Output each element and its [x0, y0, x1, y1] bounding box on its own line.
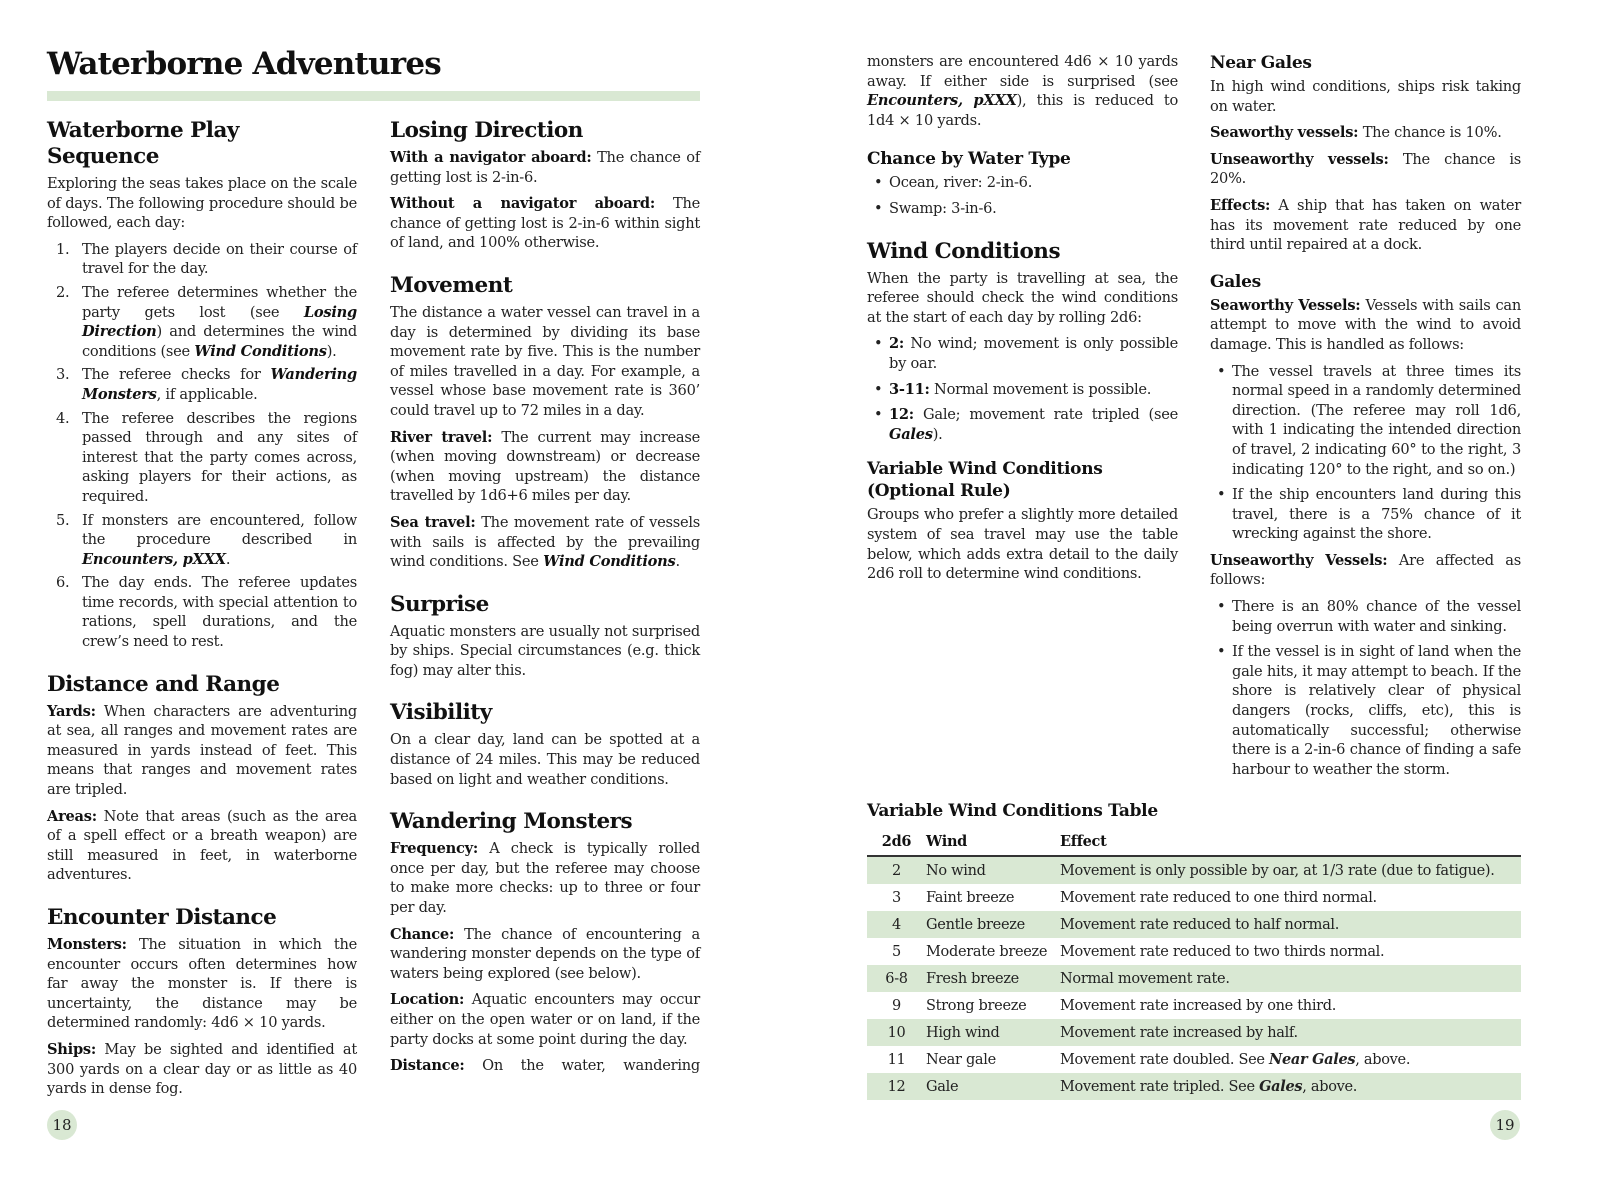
column-1 [47, 118, 357, 1106]
frequency-paragraph [390, 839, 700, 917]
step-text: The players decide on their course of travel for the day. [82, 240, 357, 278]
ref-wind-conditions[interactable]: Wind Conditions [194, 342, 327, 360]
step-text: The referee determines whether the party gets lost (see [82, 283, 357, 321]
bullet-icon: • [874, 380, 883, 398]
near-seaworthy-label: Seaworthy vessels: [1210, 124, 1359, 142]
step-number: 2. [56, 283, 70, 301]
without-navigator-paragraph [390, 194, 700, 253]
gales-unseaworthy-item [1210, 597, 1521, 636]
heading-chance-by-water: Chance by Water Type [867, 149, 1071, 170]
step-text: If monsters are encountered, follow the procedure described in [82, 511, 357, 549]
step-number: 3. [56, 366, 70, 384]
wind-roll-label: 12: [889, 406, 914, 424]
heading-gales: Gales [1210, 271, 1261, 292]
bullet-icon: • [1217, 598, 1226, 616]
heading-line: Variable Wind Conditions [867, 459, 1103, 480]
cell-effect [1060, 884, 1521, 911]
gales-item-text: If the vessel is in sight of land when the gale hits, it may attempt to beach. If the shore is relatively clear of physical dangers (rocks, cliffs, etc), this is automatically successful; otherwise there is a 2-in-6 chance of finding a safe harbour to weather the storm. [1232, 643, 1521, 778]
gales-item-text: There is an 80% chance of the vessel being overrun with water and sinking. [1232, 598, 1521, 635]
effect-text: , above. [1355, 1052, 1411, 1068]
wind-table-section [867, 800, 1521, 1100]
near-seaworthy-text: The chance is 10%. [1358, 124, 1502, 142]
cell-effect [1060, 1019, 1521, 1046]
wind-roll-text: Normal movement is possible. [929, 380, 1152, 398]
location-paragraph [390, 990, 700, 1049]
chance-paragraph [390, 925, 700, 984]
section-wandering-monsters [390, 809, 700, 1076]
distance-continued-paragraph [867, 52, 1178, 130]
section-losing-direction [390, 118, 700, 253]
title-underline-bar [47, 91, 700, 101]
step-text: The referee checks for [82, 366, 271, 384]
gales-seaworthy-text: Vessels with sails can attempt to move with the wind to avoid damage. This is handled as follows: [1210, 296, 1522, 353]
section-variable-wind [867, 458, 1178, 583]
cell-wind: Gale [926, 1073, 1060, 1100]
effects-text: A ship that has taken on water has its movement rate reduced by one third until repaired at a dock. [1210, 196, 1521, 254]
wind-table-row [867, 911, 1521, 938]
cell-roll: 5 [892, 943, 901, 960]
effect-reference-link[interactable]: Gales [1259, 1078, 1303, 1095]
chance-text: The chance of encountering a wandering monster depends on the type of waters being explored (see below). [390, 925, 700, 982]
step-text: ). [326, 342, 337, 360]
step-text: The referee describes the regions passed through and any sites of interest that the party comes across, asking players for their actions, as required. [82, 409, 357, 505]
areas-text: Note that areas (such as the area of a spell effect or a breath weapon) are still measured in feet, in waterborne adventures. [47, 807, 357, 884]
wind-table-body [867, 856, 1521, 1100]
section-play-sequence [47, 118, 357, 652]
gales-unseaworthy-text: Are affected as follows: [1210, 551, 1521, 589]
cell-wind: Gentle breeze [926, 911, 1060, 938]
gales-item-text: If the ship encounters land during this travel, there is a 75% chance of it wrecking against the shore. [1232, 486, 1521, 543]
ships-text: May be sighted and identified at 300 yards on a clear day or as little as 40 yards in dense fog. [47, 1040, 357, 1098]
without-navigator-label: Without a navigator aboard: [390, 195, 655, 213]
gales-seaworthy-list [1210, 362, 1521, 544]
gales-seaworthy-paragraph [1210, 296, 1521, 355]
near-gales-intro: In high wind conditions, ships risk taking on water. [1210, 78, 1521, 115]
wind-table-row [867, 992, 1521, 1019]
yards-paragraph [47, 702, 357, 800]
cell-roll: 10 [867, 1019, 926, 1046]
areas-label: Areas: [47, 807, 97, 825]
section-visibility [390, 700, 700, 789]
effect-text: Movement rate tripled. See [1060, 1079, 1260, 1095]
heading-wandering-monsters: Wandering Monsters [390, 809, 633, 835]
step-item [47, 511, 357, 570]
bullet-icon: • [874, 174, 883, 192]
step-item [47, 409, 357, 507]
gales-seaworthy-item [1210, 485, 1521, 544]
bullet-icon: • [1217, 486, 1226, 504]
yards-label: Yards: [47, 702, 96, 720]
sea-travel-text: . [675, 553, 680, 571]
cell-effect [1060, 1073, 1521, 1100]
wind-roll-list [867, 334, 1178, 444]
play-sequence-intro: Exploring the seas takes place on the scale of days. The following procedure should be followed, each day: [47, 175, 357, 232]
movement-intro: The distance a water vessel can travel in a day is determined by dividing its base movement rate by five. This is the number of miles travelled in a day. For example, a vessel whose base movement rate is 360’ could travel up to 72 miles in a day. [390, 303, 700, 419]
step-number: 1. [56, 240, 70, 258]
wind-table-row [867, 938, 1521, 965]
cell-roll: 3 [892, 889, 901, 906]
location-label: Location: [390, 991, 465, 1009]
effect-reference-link[interactable]: Near Gales [1269, 1051, 1356, 1068]
column-2 [390, 118, 700, 1083]
wind-roll-item [867, 380, 1178, 400]
effects-paragraph [1210, 196, 1521, 255]
wind-roll-item [867, 405, 1178, 444]
column-3 [867, 52, 1178, 591]
cell-wind: Strong breeze [926, 997, 1027, 1014]
cell-roll: 11 [887, 1051, 906, 1068]
effects-label: Effects: [1210, 196, 1271, 214]
play-sequence-steps [47, 240, 357, 652]
location-text: Aquatic encounters may occur either on the open water or on land, if the party docks at some point during the day. [390, 991, 700, 1048]
step-number: 4. [56, 409, 70, 427]
chance-label: Chance: [390, 925, 455, 943]
gales-unseaworthy-paragraph [1210, 551, 1521, 590]
wind-table-row [867, 1019, 1521, 1046]
step-item [47, 283, 357, 361]
wind-table-title: Variable Wind Conditions Table [867, 801, 1158, 821]
sea-travel-label: Sea travel: [390, 513, 476, 531]
header-wind: Wind [926, 828, 1060, 856]
step-text: . [225, 550, 231, 568]
section-chance-by-water [867, 148, 1178, 218]
heading-distance-range: Distance and Range [47, 671, 280, 697]
effect-text: Movement rate reduced to one third normal. [1060, 889, 1377, 906]
cell-wind: High wind [926, 1019, 1060, 1046]
heading-play-sequence: Waterborne Play Sequence [47, 118, 239, 169]
section-movement [390, 273, 700, 572]
near-unseaworthy-paragraph [1210, 150, 1521, 189]
near-unseaworthy-text: The chance is 20%. [1210, 150, 1522, 188]
frequency-text: A check is typically rolled once per day, but the referee may choose to make more checks: up to three or four per day. [390, 840, 700, 917]
near-seaworthy-paragraph [1210, 123, 1521, 143]
distance-continued-text: ), this is reduced to 1d4 × 10 yards. [867, 92, 1179, 129]
river-travel-paragraph [390, 428, 700, 506]
cell-roll: 9 [892, 997, 901, 1014]
yards-text: When characters are adventuring at sea, all ranges and movement rates are measured in yards instead of feet. This means that ranges and movement rates are tripled. [47, 702, 357, 799]
wind-roll-label: 3-11: [889, 380, 930, 398]
monsters-text: The situation in which the encounter occurs often determines how far away the monster is. If there is uncertainty, the distance may be determined randomly: 4d6 × 10 yards. [47, 936, 357, 1032]
with-navigator-label: With a navigator aboard: [390, 149, 592, 166]
variable-wind-text: Groups who prefer a slightly more detailed system of sea travel may use the table below, which adds extra detail to the daily 2d6 roll to determine wind conditions. [867, 506, 1178, 583]
step-item [47, 573, 357, 651]
page-title: Waterborne Adventures [47, 46, 441, 82]
heading-variable-wind [867, 458, 1178, 502]
gales-unseaworthy-label: Unseaworthy Vessels: [1210, 551, 1388, 569]
header-2d6: 2d6 [867, 828, 926, 856]
cell-effect [1060, 911, 1521, 938]
wind-table-row [867, 1046, 1521, 1073]
cell-roll: 12 [867, 1073, 926, 1100]
cell-effect [1060, 965, 1521, 992]
gales-seaworthy-item [1210, 362, 1521, 480]
with-navigator-text: The chance of getting lost is 2-in-6. [390, 149, 700, 186]
gales-unseaworthy-list [1210, 597, 1521, 779]
section-wind-conditions [867, 239, 1178, 445]
cell-roll: 2 [867, 856, 926, 884]
distance-continued-text: monsters are encountered 4d6 × 10 yards away. If either side is surprised (see [867, 53, 1178, 90]
near-unseaworthy-label: Unseaworthy vessels: [1210, 150, 1389, 168]
gales-seaworthy-label: Seaworthy Vessels: [1210, 296, 1361, 314]
ref-gales[interactable]: Gales [889, 425, 933, 443]
surprise-text: Aquatic monsters are usually not surprised by ships. Special circumstances (e.g. thick fog) may alter this. [390, 622, 700, 679]
river-travel-label: River travel: [390, 428, 493, 446]
header-effect: Effect [1060, 828, 1521, 856]
monsters-label: Monsters: [47, 936, 127, 953]
wind-table-header-row [867, 828, 1521, 856]
water-type-item [867, 173, 1178, 193]
wind-roll-text: No wind; movement is only possible by oar. [889, 335, 1178, 372]
bullet-icon: • [1217, 643, 1226, 661]
wind-roll-text: Gale; movement rate tripled (see [913, 406, 1178, 424]
cell-effect [1060, 1046, 1521, 1073]
cell-roll: 6-8 [867, 965, 926, 992]
cell-wind: Faint breeze [926, 889, 1015, 906]
bullet-icon: • [874, 406, 883, 424]
water-type-item [867, 199, 1178, 219]
cell-wind: No wind [926, 856, 1060, 884]
effect-text: Movement is only possible by oar, at 1/3 rate (due to fatigue). [1060, 862, 1495, 879]
with-navigator-paragraph [390, 148, 700, 187]
wind-roll-item [867, 334, 1178, 373]
river-travel-text: The current may increase (when moving downstream) or decrease (when moving upstream) the distance travelled by 1d6+6 miles per day. [390, 428, 701, 505]
sea-travel-paragraph [390, 513, 700, 572]
page-number-right: 19 [1490, 1110, 1520, 1140]
section-encounter-distance [47, 905, 357, 1099]
cell-wind: Near gale [926, 1051, 996, 1068]
cell-effect [1060, 992, 1521, 1019]
heading-encounter-distance: Encounter Distance [47, 905, 277, 930]
distance-text: On the water, wandering [464, 1057, 700, 1075]
cell-wind: Fresh breeze [926, 965, 1060, 992]
effect-text: Movement rate reduced to half normal. [1060, 916, 1340, 933]
bullet-icon: • [874, 199, 883, 217]
ref-encounters[interactable]: Encounters, pXXX [867, 92, 1017, 110]
effect-text: Movement rate increased by half. [1060, 1024, 1298, 1041]
wind-table [867, 828, 1521, 1100]
step-number: 5. [56, 511, 70, 529]
heading-near-gales: Near Gales [1210, 53, 1312, 73]
ref-wandering-monsters[interactable]: Wandering Monsters [82, 366, 357, 403]
wind-table-row [867, 1073, 1521, 1100]
frequency-label: Frequency: [390, 840, 479, 858]
page-number-left: 18 [47, 1110, 77, 1140]
heading-wind-conditions: Wind Conditions [867, 238, 1061, 264]
wind-roll-text: ). [932, 425, 943, 443]
bullet-icon: • [1217, 362, 1226, 380]
step-text: ) and determines the wind conditions (see [82, 323, 357, 360]
step-item [47, 365, 357, 404]
effect-text: Movement rate increased by one third. [1060, 997, 1337, 1014]
ref-losing-direction[interactable]: Losing Direction [82, 303, 357, 341]
effect-text: , above. [1302, 1079, 1358, 1095]
section-distance-range [47, 672, 357, 885]
cell-effect [1060, 938, 1521, 965]
cell-roll: 4 [867, 911, 926, 938]
effect-text: Movement rate reduced to two thirds normal. [1060, 943, 1385, 960]
effect-text: Normal movement rate. [1060, 970, 1230, 987]
step-text: , if applicable. [156, 385, 258, 403]
heading-movement: Movement [390, 272, 513, 298]
water-type-text: Ocean, river: 2-in-6. [889, 174, 1033, 192]
heading-surprise: Surprise [390, 591, 489, 617]
distance-paragraph [390, 1056, 700, 1076]
water-type-list [867, 173, 1178, 218]
ref-encounters[interactable]: Encounters, pXXX [82, 550, 226, 568]
wind-table-row [867, 856, 1521, 884]
heading-visibility: Visibility [390, 700, 492, 726]
heading-losing-direction: Losing Direction [390, 118, 583, 143]
distance-label: Distance: [390, 1057, 465, 1075]
step-item [47, 240, 357, 279]
heading-line: (Optional Rule) [867, 481, 1011, 502]
bullet-icon: • [874, 335, 883, 353]
without-navigator-text: The chance of getting lost is 2-in-6 within sight of land, and 100% otherwise. [390, 195, 700, 252]
ships-label: Ships: [47, 1040, 97, 1058]
gales-item-text: The vessel travels at three times its normal speed in a randomly determined direction. (The referee may roll 1d6, with 1 indicating the intended direction of travel, 2 indicating 60° to the right, 3 indicating 120° to the right, and so on.) [1232, 362, 1521, 478]
step-number: 6. [56, 574, 70, 592]
cell-wind: Moderate breeze [926, 943, 1048, 960]
step-text: The day ends. The referee updates time records, with special attention to rations, spell durations, and the crew’s need to rest. [82, 574, 357, 651]
cell-effect [1060, 856, 1521, 884]
wind-conditions-intro: When the party is travelling at sea, the referee should check the wind conditions at the start of each day by rolling 2d6: [867, 269, 1178, 326]
effect-text: Movement rate doubled. See [1060, 1052, 1270, 1068]
gales-unseaworthy-item [1210, 642, 1521, 779]
water-type-text: Swamp: 3-in-6. [889, 199, 997, 217]
section-near-gales [1210, 52, 1521, 255]
section-surprise [390, 592, 700, 681]
wind-roll-label: 2: [889, 335, 905, 353]
ships-paragraph [47, 1040, 357, 1099]
wind-table-row [867, 884, 1521, 911]
ref-wind-conditions[interactable]: Wind Conditions [543, 553, 676, 571]
column-4 [1210, 52, 1521, 786]
areas-paragraph [47, 807, 357, 885]
sea-travel-text: The movement rate of vessels with sails is affected by the prevailing wind conditions. See [390, 513, 700, 571]
section-gales [1210, 271, 1521, 780]
monsters-paragraph [47, 935, 357, 1033]
wind-table-row [867, 965, 1521, 992]
visibility-text: On a clear day, land can be spotted at a distance of 24 miles. This may be reduced based on light and weather conditions. [390, 731, 700, 788]
